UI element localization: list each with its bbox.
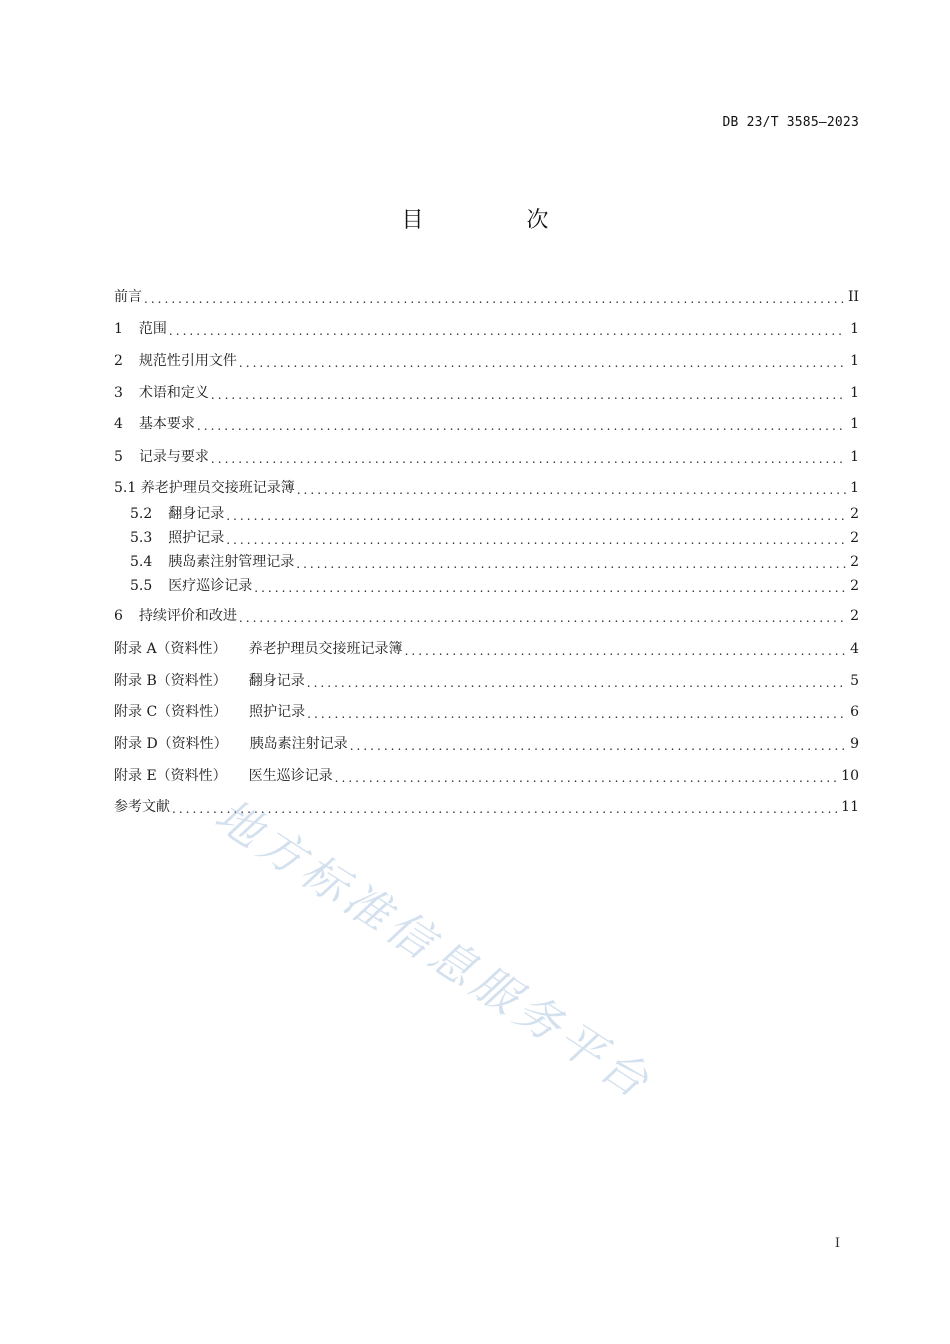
toc-entry-1[interactable] [114, 318, 859, 340]
toc-entry-label: 附录 D（资料性） 胰岛素注射记录 [114, 736, 348, 752]
toc-entry-5-2[interactable] [130, 503, 859, 525]
dot-leader [211, 446, 846, 468]
toc-entry-label: 2 规范性引用文件 [114, 350, 239, 372]
toc-entry-page: 1 [850, 385, 859, 401]
toc-entry-number: 2 [114, 353, 123, 369]
toc-entry-page: 2 [850, 608, 859, 624]
toc-entry-label: 参考文献 [114, 799, 170, 815]
toc-entry-number: 5.5 [130, 578, 153, 594]
toc-entry-page: 1 [850, 449, 859, 465]
dot-leader [296, 551, 846, 573]
toc-entry-label: 附录 E（资料性） 医生巡诊记录 [114, 768, 333, 784]
toc-entry-label: 5.4 胰岛素注射管理记录 [130, 551, 296, 573]
page-title: 目 次 [401, 208, 597, 233]
toc-entry-page: 1 [850, 353, 859, 369]
dot-leader [335, 765, 838, 787]
toc-entry-page: 1 [850, 321, 859, 337]
toc-entry-label: 附录 C（资料性） 照护记录 [114, 704, 306, 720]
toc-entry-label: 6 持续评价和改进 [114, 605, 239, 627]
toc-entry-5[interactable] [114, 446, 859, 468]
toc-entry-page: 2 [850, 506, 859, 522]
dot-leader [297, 477, 846, 499]
toc-entry-label: 附录 A（资料性） 养老护理员交接班记录簿 [114, 641, 403, 657]
toc-entry-page: II [847, 289, 859, 305]
toc-entry-number: 4 [114, 416, 123, 432]
watermark: 地方标准信息服务平台 [205, 788, 663, 1111]
toc-entry-number: 5 [114, 449, 123, 465]
toc-entry-page: 11 [841, 799, 859, 815]
toc-entry-page: 10 [841, 768, 859, 784]
toc-entry-page: 2 [850, 554, 859, 570]
toc-entry-annex-b[interactable] [114, 670, 859, 692]
toc-entry-page: 1 [850, 416, 859, 432]
toc-entry-3[interactable] [114, 382, 859, 404]
toc-entry-label: 5.3 照护记录 [130, 527, 226, 549]
toc-entry-page: 2 [850, 578, 859, 594]
toc-entry-number: 3 [114, 385, 123, 401]
dot-leader [254, 575, 846, 597]
toc-entry-annex-e[interactable] [114, 765, 859, 787]
dot-leader [405, 638, 847, 660]
dot-leader [239, 350, 846, 372]
toc-entry-references[interactable] [114, 796, 859, 818]
dot-leader [144, 286, 844, 308]
dot-leader [169, 318, 846, 340]
page-number: I [834, 1236, 840, 1251]
dot-leader [211, 382, 846, 404]
toc-entry-number: 5.4 [130, 554, 153, 570]
dot-leader [226, 503, 846, 525]
toc-entry-5-3[interactable] [130, 527, 859, 549]
dot-leader [307, 701, 846, 723]
toc-entry-label: 3 术语和定义 [114, 382, 211, 404]
toc-entry-label: 前言 [114, 289, 142, 305]
toc-entry-label: 5.1 养老护理员交接班记录簿 [114, 480, 295, 496]
dot-leader [172, 796, 837, 818]
toc-entry-number: 5.3 [130, 530, 153, 546]
toc-entry-label: 5.2 翻身记录 [130, 503, 226, 525]
toc-entry-number: 1 [114, 321, 123, 337]
toc-entry-label: 附录 B（资料性） 翻身记录 [114, 673, 305, 689]
dot-leader [350, 733, 846, 755]
annex-number: 附录 D（资料性） [114, 736, 228, 752]
toc-entry-2[interactable] [114, 350, 859, 372]
dot-leader [197, 413, 846, 435]
toc-entry-label: 5 记录与要求 [114, 446, 211, 468]
toc-entry-page: 2 [850, 530, 859, 546]
dot-leader [239, 605, 846, 627]
toc-entry-4[interactable] [114, 413, 859, 435]
toc-entry-number: 6 [114, 608, 123, 624]
toc-entry-annex-a[interactable] [114, 638, 859, 660]
toc-entry-6[interactable] [114, 605, 859, 627]
annex-number: 附录 B（资料性） [114, 673, 227, 689]
document-code: DB 23/T 3585—2023 [722, 115, 859, 130]
toc-entry-5-4[interactable] [130, 551, 859, 573]
annex-number: 附录 E（资料性） [114, 768, 227, 784]
annex-number: 附录 C（资料性） [114, 704, 228, 720]
dot-leader [226, 527, 846, 549]
toc-entry-foreword[interactable] [114, 286, 859, 308]
toc-entry-page: 4 [850, 641, 859, 657]
toc-entry-annex-d[interactable] [114, 733, 859, 755]
toc-entry-page: 6 [850, 704, 859, 720]
toc-entry-5-1[interactable] [114, 477, 859, 499]
toc-entry-page: 9 [850, 736, 859, 752]
toc-entry-page: 1 [850, 480, 859, 496]
toc-entry-label: 1 范围 [114, 318, 169, 340]
toc-entry-label: 5.5 医疗巡诊记录 [130, 575, 254, 597]
dot-leader [307, 670, 846, 692]
toc-entry-number: 5.2 [130, 506, 153, 522]
toc-entry-label: 4 基本要求 [114, 413, 197, 435]
toc-entry-5-5[interactable] [130, 575, 859, 597]
toc-entry-page: 5 [850, 673, 859, 689]
toc-entry-annex-c[interactable] [114, 701, 859, 723]
annex-number: 附录 A（资料性） [114, 641, 227, 657]
